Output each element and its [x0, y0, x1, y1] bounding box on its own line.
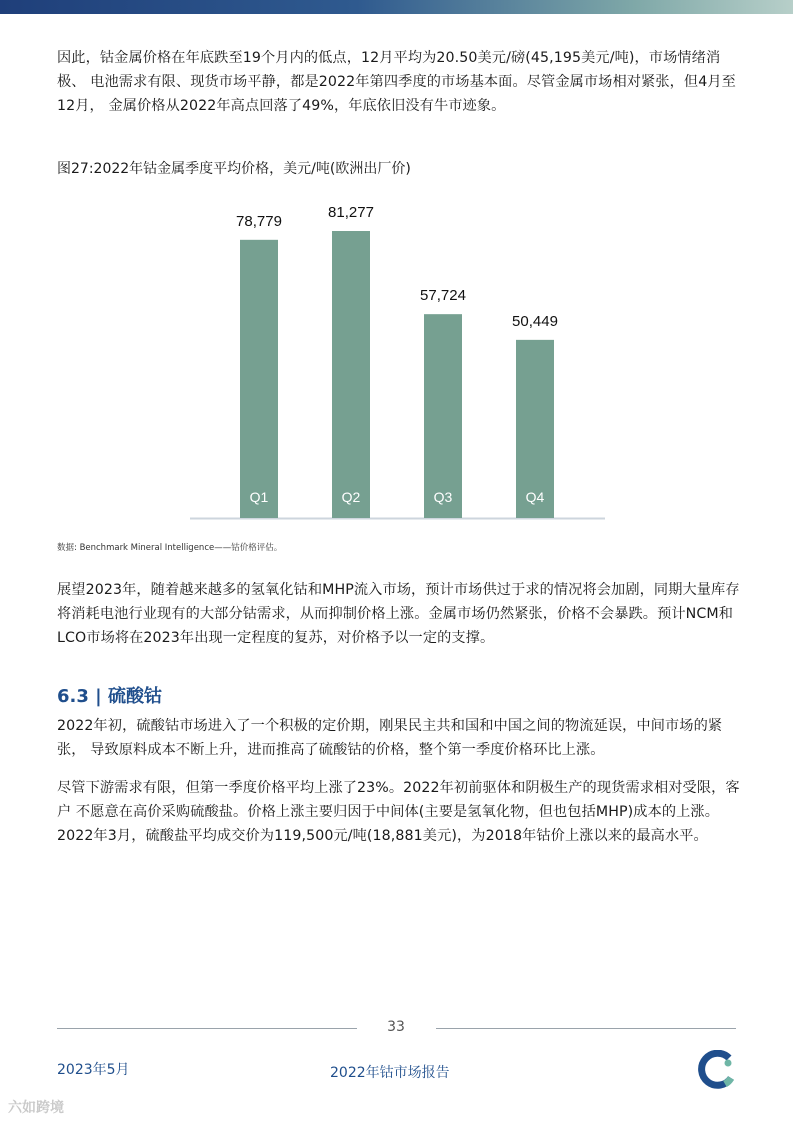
top-gradient-bar	[0, 0, 793, 14]
bar-q1	[240, 240, 278, 518]
paragraph-sulfate-price-rise: 尽管下游需求有限，但第一季度价格平均上涨了23%。2022年初前驱体和阴极生产的现货需求相对受限，客户 不愿意在高价采购硫酸盐。价格上涨主要归因于中间体(主要是氢氧化物，但也包括MHP)成本的上涨。 2022年3月，硫酸盐平均成交价为119,500元/吨(18,881美元)，为2018年钴价上涨以来的最高水平。	[57, 780, 740, 844]
footer-divider-right	[436, 1028, 736, 1029]
category-label-q2: Q2	[341, 489, 361, 505]
quarterly-price-bar-chart	[180, 198, 610, 528]
data-label-q4: 50,449	[512, 312, 558, 330]
category-label-q4: Q4	[525, 489, 545, 505]
paragraph-sulfate-early-2022: 2022年初，硫酸钴市场进入了一个积极的定价期，刚果民主共和国和中国之间的物流延误，中间市场的紧张， 导致原料成本不断上升，进而推高了硫酸钴的价格，整个第一季度价格环比上涨。	[57, 718, 723, 758]
category-label-q3: Q3	[433, 489, 453, 505]
bar-q2	[332, 231, 370, 518]
footer-divider-left	[57, 1028, 357, 1029]
bar-q3	[424, 314, 462, 518]
data-label-q3: 57,724	[420, 287, 466, 305]
figure-title: 图27:2022年钴金属季度平均价格，美元/吨(欧洲出厂价)	[57, 161, 411, 177]
paragraph-2023-outlook: 展望2023年，随着越来越多的氢氧化钴和MHP流入市场，预计市场供过于求的情况将会加剧，同期大量库存 将消耗电池行业现有的大部分钴需求，从而抑制价格上涨。金属市场仍然紧张，价格不会暴跌。预计NCM和 LCO市场将在2023年出现一定程度的复苏，对价格予以一定的支撑。	[57, 582, 740, 646]
watermark: 六如跨境	[8, 1100, 64, 1116]
section-heading: 6.3 | 硫酸钴	[57, 686, 162, 707]
company-logo-icon	[697, 1050, 737, 1090]
footer-report-title: 2022年钴市场报告	[330, 1065, 450, 1081]
paragraph-cobalt-metal-price-summary: 因此，钴金属价格在年底跌至19个月内的低点，12月平均为20.50美元/磅(45,195美元/吨)，市场情绪消极、 电池需求有限、现货市场平静，都是2022年第四季度的市场基本面。尽管金属市场相对紧张，但4月至12月， 金属价格从2022年高点回落了49%，年底依旧没有牛市迹象。	[57, 50, 736, 114]
category-label-q1: Q1	[249, 489, 269, 505]
page-number: 33	[387, 1019, 405, 1035]
data-label-q2: 81,277	[328, 204, 374, 221]
data-label-q1: 78,779	[236, 212, 282, 230]
footer-date: 2023年5月	[57, 1062, 130, 1078]
source-note: 数据: Benchmark Mineral Intelligence——钴价格评估。	[57, 543, 283, 553]
